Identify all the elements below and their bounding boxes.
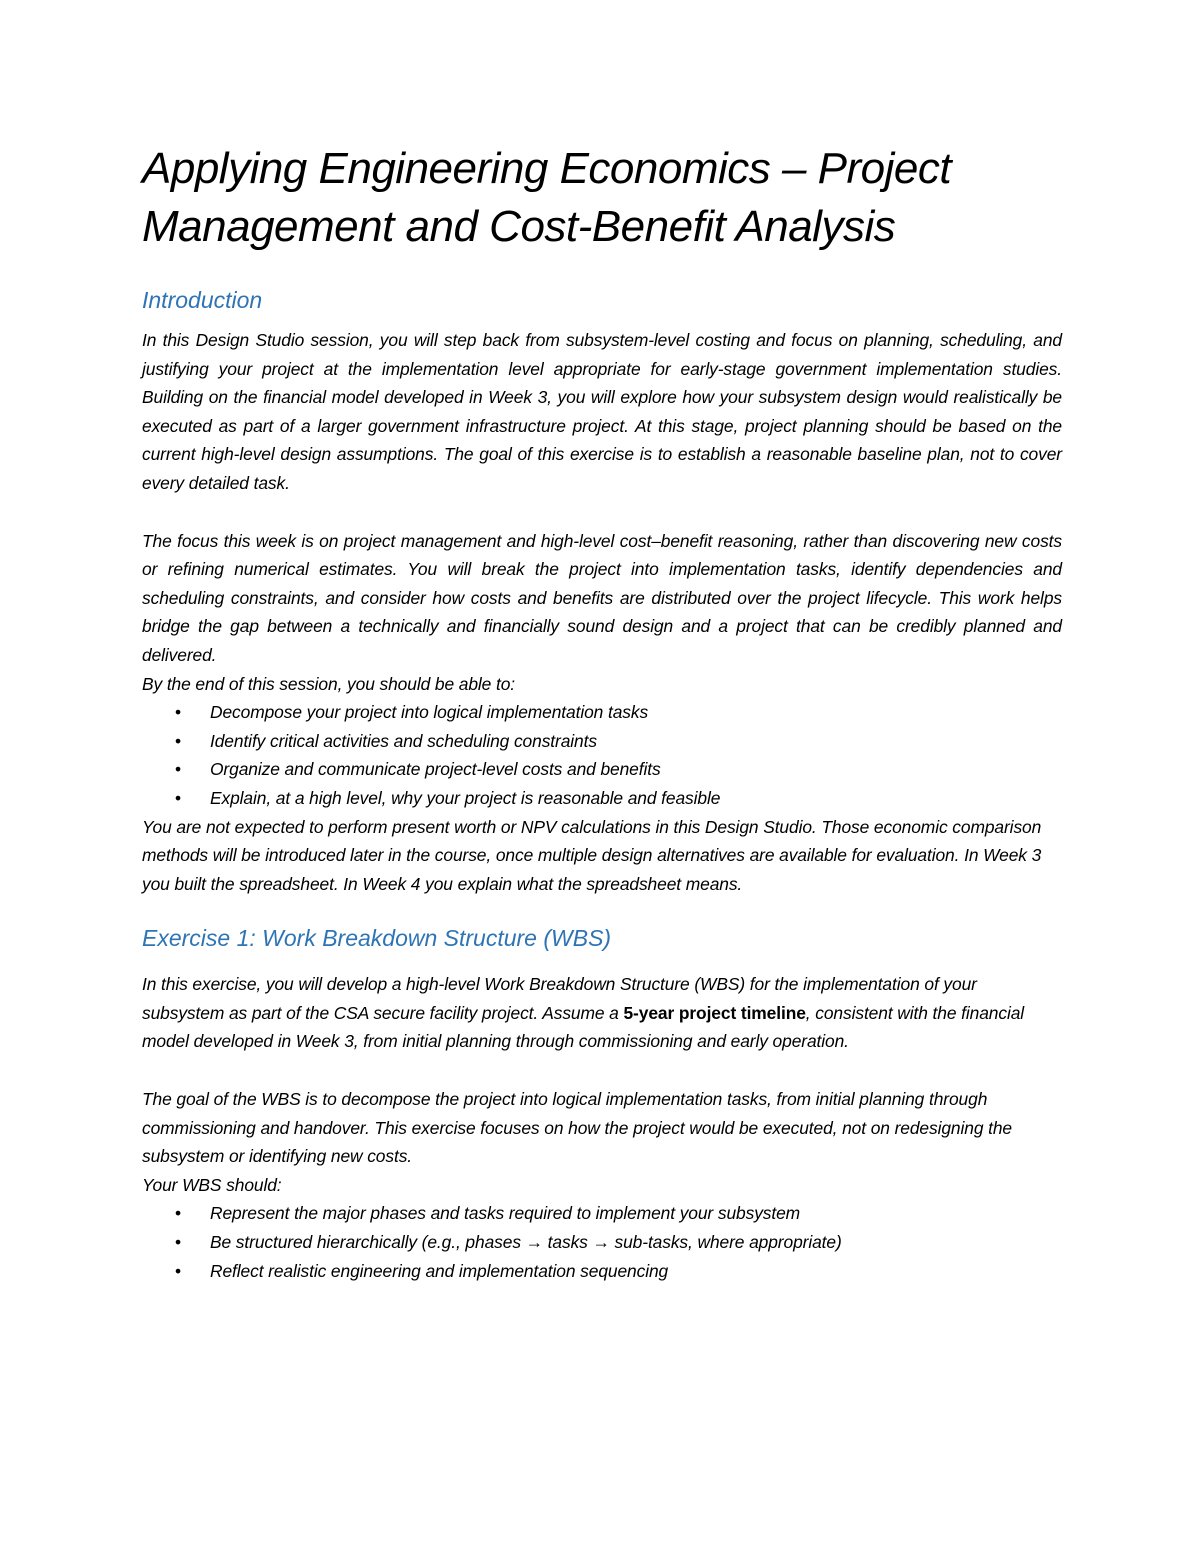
list-item [142,755,1062,784]
intro-paragraph-3: You are not expected to perform present worth or NPV calculations in this Design Studio. Those economic comparison methods will be introduced later in the course, once multiple design alternatives are available for evaluation. In Week 3 you built the spreadsheet. In Week 4 you explain what the spreadsheet means. [142,816,1042,894]
intro-paragraph-2: The focus this week is on project management and high-level cost–benefit reasoning, rather than discovering new costs or refining numerical estimates. You will break the project into implementation tasks, identify dependencies and scheduling constraints, and consider how costs and benefits are distributed over the project lifecycle. This work helps bridge the gap between a technically and financially sound design and a project that can be credibly planned and delivered. [142,530,1062,665]
introduction-heading: Introduction [142,287,263,313]
list-item [142,1257,1062,1286]
title-line-1: Applying Engineering Economics – Project [142,144,952,193]
title-line-2: Management and Cost-Benefit Analysis [142,202,896,251]
intro-paragraph-1: In this Design Studio session, you will step back from subsystem-level costing and focus on planning, scheduling, and justifying your project at the implementation level appropriate for early-stage government implementation studies. Building on the financial model developed in Week 3, you will explore how your subsystem design would realistically be executed as part of a larger government infrastructure project. At this stage, project planning should be based on the current high-level design assumptions. The goal of this exercise is to establish a reasonable baseline plan, not to cover every detailed task. [142,330,1062,493]
list-item-text: Reflect realistic engineering and implementation sequencing [210,1260,669,1281]
bullet-icon: • [175,730,181,751]
bullet-icon: • [175,1260,181,1281]
document-page [142,140,1062,1285]
list-item-text: Be structured hierarchically (e.g., phases → tasks → sub-tasks, where appropriate) [210,1232,842,1253]
list-item-text: Represent the major phases and tasks required to implement your subsystem [210,1203,801,1224]
list-item [142,1228,1062,1257]
learning-outcomes-list [142,698,1062,812]
bullet-icon: • [175,1232,181,1253]
wbs-requirements-list [142,1199,1062,1285]
exercise-lead-in: Your WBS should: [142,1174,282,1195]
bullet-icon: • [175,787,181,808]
list-item-text: Organize and communicate project-level costs and benefits [210,759,661,780]
exercise-paragraph-1-end: , consistent with the financial model developed in Week 3, from initial planning through commissioning and early operation. [142,1002,1025,1052]
exercise-paragraph-2: The goal of the WBS is to decompose the project into logical implementation tasks, from initial planning through commissioning and handover. This exercise focuses on how the project would be executed, not on redesigning the subsystem or identifying new costs. [142,1089,1013,1167]
document-title [142,140,1062,256]
exercise-1-heading: Exercise 1: Work Breakdown Structure (WBS) [142,925,612,952]
bullet-icon: • [175,759,181,780]
paragraph-spacer [142,1056,1062,1085]
bullet-icon: • [175,702,181,723]
list-item [142,1199,1062,1228]
list-item [142,727,1062,756]
list-item-text: Identify critical activities and scheduling constraints [210,730,597,751]
project-timeline-emphasis: 5-year project timeline [623,1002,806,1023]
exercise-paragraph-1-start: In this exercise, you will develop a high-level Work Breakdown Structure (WBS) for the implementation of your subsystem as part of the CSA secure facility project. Assume a [142,974,977,1023]
list-item-text: Decompose your project into logical implementation tasks [210,702,649,723]
list-item [142,698,1062,727]
paragraph-spacer [142,498,1062,527]
intro-lead-in: By the end of this session, you should be able to: [142,673,516,694]
list-item-text: Explain, at a high level, why your project is reasonable and feasible [210,787,721,808]
exercise-paragraph-1 [142,970,1062,1056]
bullet-icon: • [175,1203,181,1224]
list-item [142,784,1062,813]
